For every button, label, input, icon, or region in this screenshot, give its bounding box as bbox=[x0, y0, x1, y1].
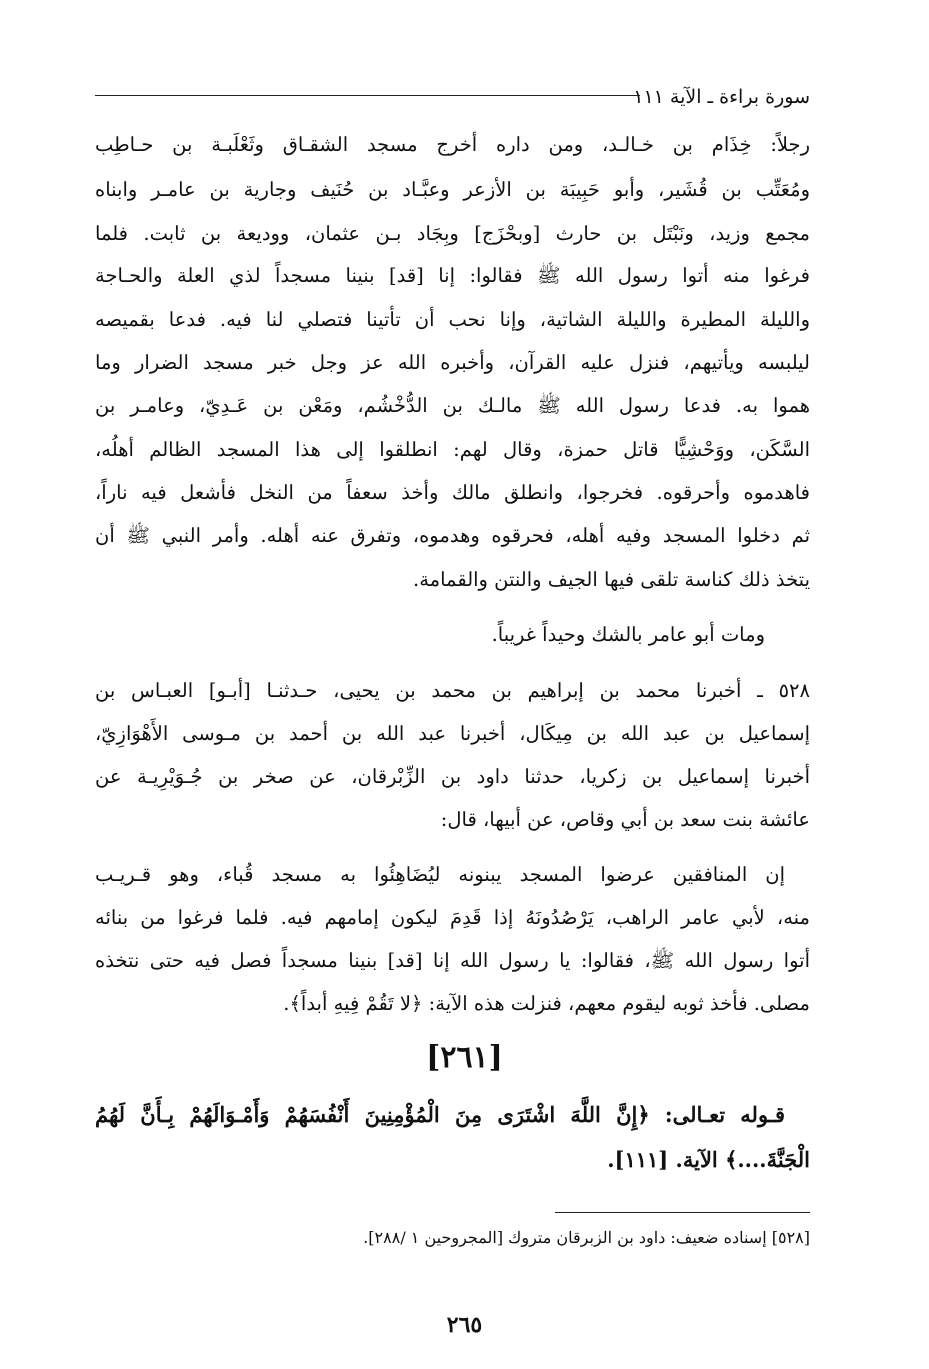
page-number: ٢٦٥ bbox=[446, 1312, 483, 1338]
footnote-rule bbox=[555, 1212, 810, 1213]
header-rule bbox=[95, 95, 640, 96]
text-line: رجلاً: خِذَام بن خـالـد، ومن داره أخرج مسجد الشقـاق وثَعْلَبـة بن حـاطِب bbox=[95, 133, 810, 156]
text-line: فاهدموه وأحرقوه. فخرجوا، وانطلق مالك وأخذ سعفاً من النخل فأشعل فيه ناراً، bbox=[95, 481, 810, 504]
text-line: عائشة بنت سعد بن أبي وقاص، عن أبيها، قال: bbox=[440, 808, 810, 831]
footnote: [٥٢٨] إسناده ضعيف: داود بن الزبرقان متروك [المجروحين ١ /٢٨٨]. bbox=[363, 1228, 810, 1247]
text-line: ليلبسه ويأتيهم، فنزل عليه القرآن، وأخبره الله عز وجل خبر مسجد الضرار وما bbox=[95, 351, 810, 374]
hadith-528-line: ٥٢٨ ـ أخبرنا محمد بن إبراهيم بن محمد بن يحيى، حـدثنـا [أبـو] العبـاس بن bbox=[95, 679, 810, 702]
text-line: إن المنافقين عرضوا المسجد يبنونه ليُضَاهِئُوا به مسجد قُباء، وهو قـريـب bbox=[95, 863, 785, 886]
text-line: مجمع وزيد، ونَبْتَل بن حارث [وبحْزَج] وبِجَاد بـن عثمان، ووديعة بن ثابت. فلما bbox=[95, 222, 810, 245]
text-line: السَّكَن، ووَحْشِيًّا قاتل حمزة، وقال لهم: انطلقوا إلى هذا المسجد الظالم أهلُه، bbox=[95, 438, 810, 461]
text-line: يتخذ ذلك كناسة تلقى فيها الجيف والنتن والقمامة. bbox=[413, 568, 810, 591]
text-line: أتوا رسول الله ﷺ، فقالوا: يا رسول الله إنا [قد] بنينا مسجداً فصل فيه حتى نتخذه bbox=[95, 949, 810, 972]
section-number: [٢٦١] bbox=[426, 1040, 503, 1075]
text-line: والليلة المطيرة والليلة الشاتية، وإنا نحب أن تأتينا فتصلي لنا فيه. فدعا بقميصه bbox=[95, 308, 810, 331]
text-line: فرغوا منه أتوا رسول الله ﷺ فقالوا: إنا [قد] بنينا مسجداً لذي العلة والحـاجة bbox=[95, 264, 810, 287]
verse-line: الْجَنَّةَ....﴾ الآية. [١١١]. bbox=[607, 1147, 810, 1172]
text-line: إسماعيل بن عبد الله بن مِيكَال، أخبرنا عبد الله بن أحمد بن مـوسى الأَهْوَازِيّ، bbox=[95, 722, 810, 745]
text-line: ثم دخلوا المسجد وفيه أهله، فحرقوه وهدموه، وتفرق عنه أهله. وأمر النبي ﷺ أن bbox=[95, 524, 810, 547]
running-head bbox=[95, 84, 810, 118]
text-line: ومُعَتِّب بن قُشَير، وأبو حَبِيبَة بن الأزعر وعبَّـاد بن حُنَيف وجارية بن عامـر وابناه bbox=[95, 178, 810, 201]
paragraph-line: ومات أبو عامر بالشك وحيداً غريباً. bbox=[491, 623, 765, 646]
text-line: أخبرنا إسماعيل بن زكريا، حدثنا داود بن الزِّبْرقان، عن صخر بن جُـوَيْرِيـة عن bbox=[95, 765, 810, 788]
verse-line: قـوله تعـالى: ﴿إِنَّ اللَّهَ اشْتَرَى مِنَ الْمُؤْمِنِينَ أَنْفُسَهُمْ وَأَمْـوَالَهُمْ بِـأَنَّ لَهُمُ bbox=[95, 1102, 785, 1127]
text-line: هموا به. فدعا رسول الله ﷺ مالـك بن الدُّخْشُم، ومَعْن بن عَـدِيّ، وعامـر بن bbox=[95, 394, 810, 417]
running-head-title: سورة براءة ـ الآية ١١١ bbox=[633, 86, 810, 108]
text-line: منه، لأبي عامر الراهب، يَرْصُدُونَهُ إذا قَدِمَ ليكون إمامهم فيه. فلما فرغوا من بنائه bbox=[95, 906, 810, 929]
text-line: مصلى. فأخذ ثوبه ليقوم معهم، فنزلت هذه الآية: ﴿لا تَقُمْ فِيهِ أبداً﴾. bbox=[283, 992, 810, 1015]
